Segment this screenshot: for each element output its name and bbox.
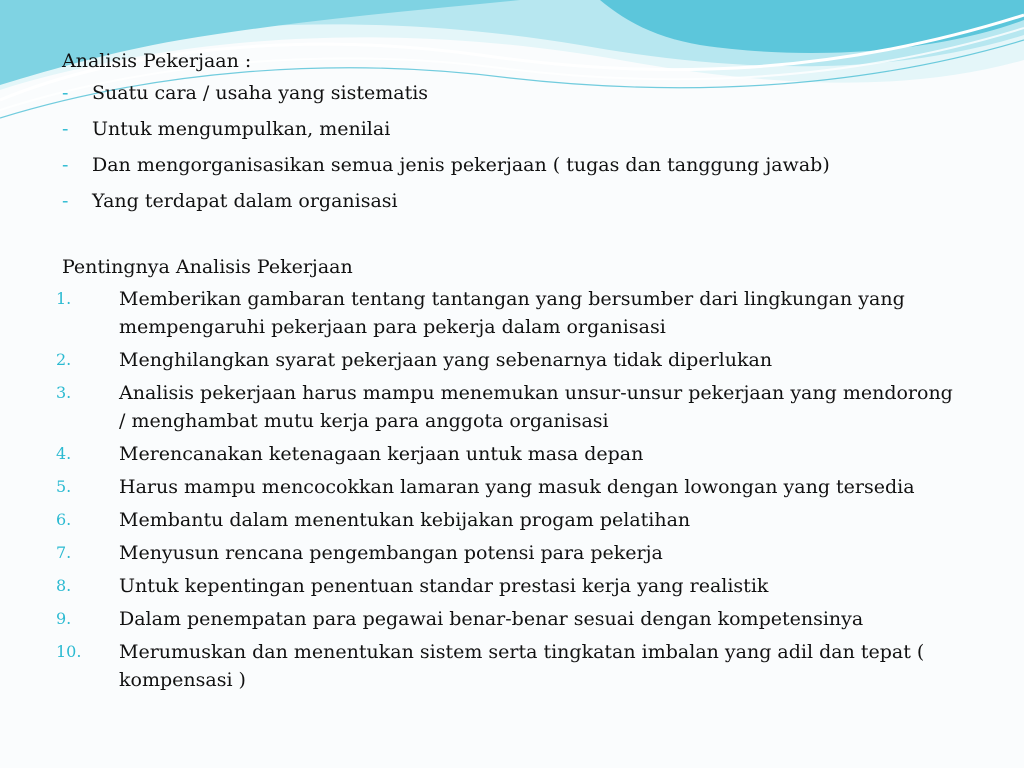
- list-item: [56, 346, 962, 374]
- list-item: [62, 79, 962, 111]
- list-item: [56, 285, 962, 341]
- list-item: [56, 440, 962, 468]
- number-marker: 1.: [56, 289, 72, 308]
- number-marker: 9.: [56, 609, 72, 628]
- number-marker: 6.: [56, 510, 72, 529]
- list-item: [56, 539, 962, 567]
- list-item: [56, 605, 962, 633]
- dash-marker: -: [62, 82, 69, 104]
- list-item-text: Harus mampu mencocokkan lamaran yang masuk dengan lowongan yang tersedia: [119, 476, 915, 498]
- list-item-text: Membantu dalam menentukan kebijakan progam pelatihan: [119, 509, 691, 531]
- number-marker: 4.: [56, 444, 72, 463]
- list-item-text: Dalam penempatan para pegawai benar-benar sesuai dengan kompetensinya: [119, 608, 864, 630]
- section1-list: [62, 79, 962, 219]
- list-item-text: Dan mengorganisasikan semua jenis pekerjaan ( tugas dan tanggung jawab): [92, 154, 830, 176]
- list-item: [56, 572, 962, 600]
- list-item: [56, 473, 962, 501]
- list-item-text: Yang terdapat dalam organisasi: [92, 190, 398, 212]
- list-item: [56, 506, 962, 534]
- list-item-text: Memberikan gambaran tentang tantangan yang bersumber dari lingkungan yang mempengaruhi pekerjaan para pekerja dalam organisasi: [119, 288, 905, 338]
- list-item-text: Untuk mengumpulkan, menilai: [92, 118, 391, 140]
- number-marker: 3.: [56, 383, 72, 402]
- dash-marker: -: [62, 154, 69, 176]
- list-item: [56, 638, 962, 694]
- number-marker: 2.: [56, 350, 72, 369]
- list-item: [56, 379, 962, 435]
- list-item: [62, 151, 962, 183]
- number-marker: 8.: [56, 576, 72, 595]
- list-item-text: Merumuskan dan menentukan sistem serta tingkatan imbalan yang adil dan tepat ( kompensasi ): [119, 641, 925, 691]
- section1-heading: Analisis Pekerjaan :: [62, 50, 252, 72]
- number-marker: 10.: [56, 642, 82, 661]
- list-item: [62, 187, 962, 219]
- list-item-text: Suatu cara / usaha yang sistematis: [92, 82, 429, 104]
- list-item-text: Analisis pekerjaan harus mampu menemukan unsur-unsur pekerjaan yang mendorong / menghambat mutu kerja para anggota organisasi: [119, 382, 953, 432]
- list-item-text: Menyusun rencana pengembangan potensi para pekerja: [119, 542, 663, 564]
- section2-list: [56, 285, 962, 694]
- number-marker: 7.: [56, 543, 72, 562]
- section2-heading: Pentingnya Analisis Pekerjaan: [62, 256, 353, 278]
- list-item-text: Merencanakan ketenagaan kerjaan untuk masa depan: [119, 443, 644, 465]
- section-spacer: [62, 223, 962, 253]
- list-item-text: Untuk kepentingan penentuan standar prestasi kerja yang realistik: [119, 575, 769, 597]
- dash-marker: -: [62, 190, 69, 212]
- dash-marker: -: [62, 118, 69, 140]
- list-item: [62, 115, 962, 147]
- number-marker: 5.: [56, 477, 72, 496]
- slide-content: [56, 47, 962, 699]
- list-item-text: Menghilangkan syarat pekerjaan yang sebenarnya tidak diperlukan: [119, 349, 773, 371]
